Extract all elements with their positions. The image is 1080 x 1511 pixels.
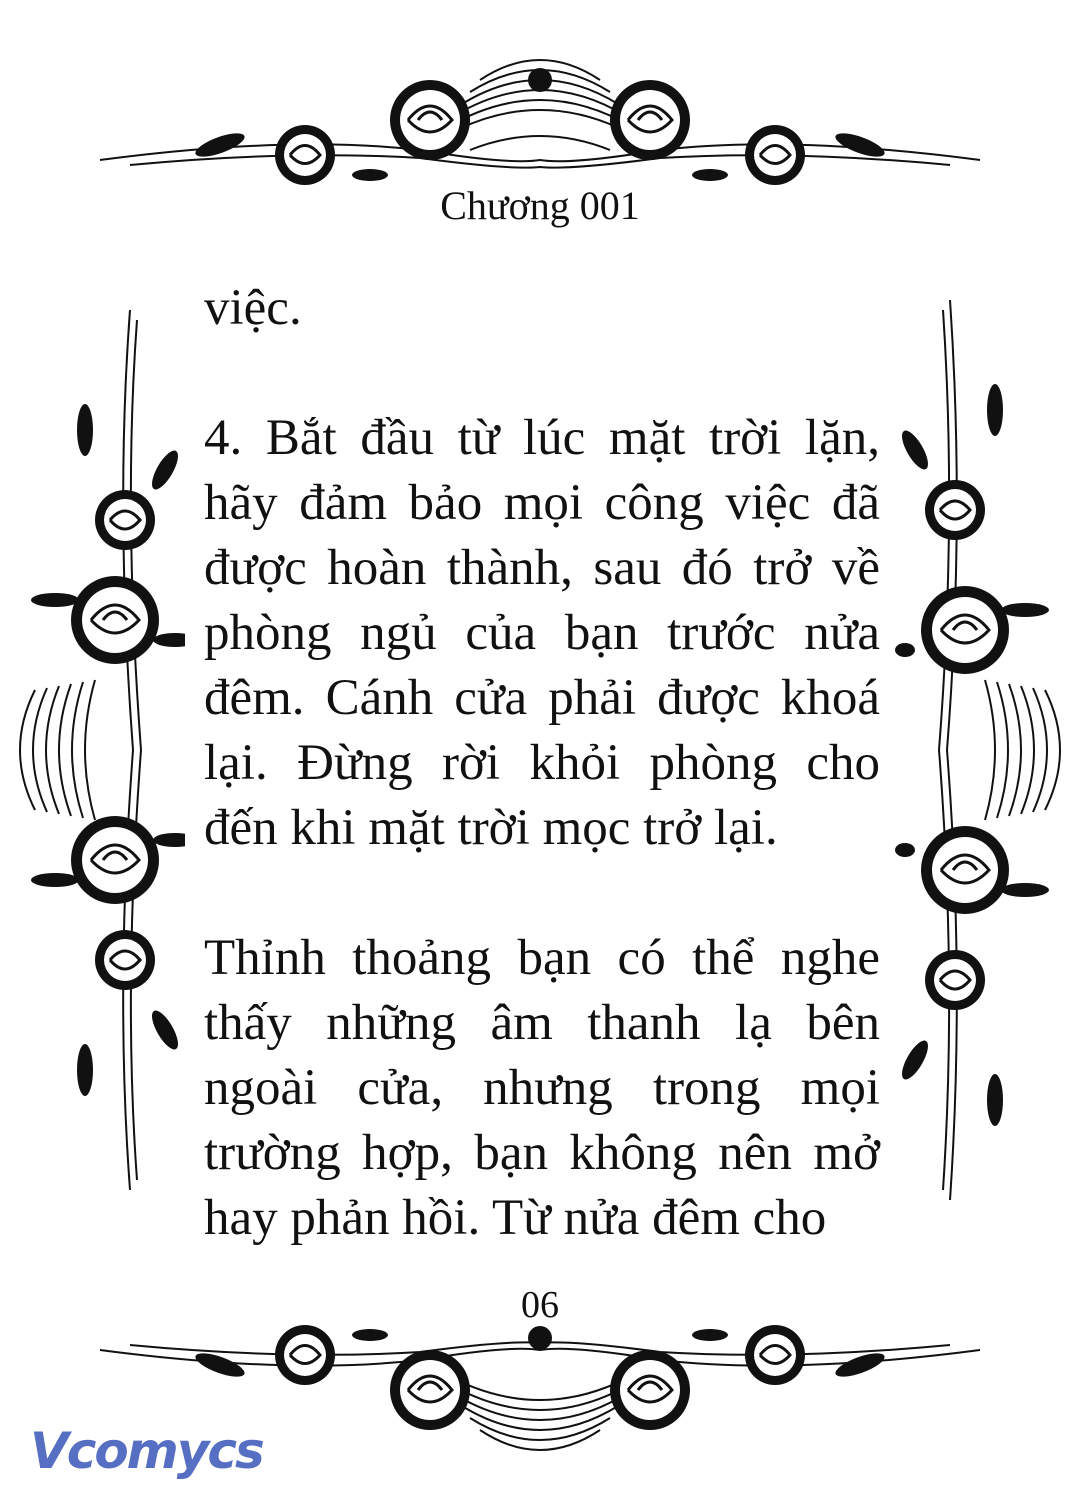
left-rose-border-icon <box>15 310 185 1190</box>
chapter-title: Chương 001 <box>440 183 640 228</box>
paragraph: Thỉnh thoảng bạn có thể nghe thấy những âm thanh lạ bên ngoài cửa, nhưng trong mọi trường hợp, bạn không nên mở hay phản hồi. Từ nửa đêm cho <box>204 930 880 1246</box>
chapter-body <box>204 276 880 1251</box>
paragraph: việc. <box>204 280 302 336</box>
right-rose-border-icon <box>895 300 1065 1200</box>
watermark-logo: Vcomycs <box>30 1422 263 1480</box>
page-number: 06 <box>521 1284 559 1326</box>
paragraph: 4. Bắt đầu từ lúc mặt trời lặn, hãy đảm bảo mọi công việc đã được hoàn thành, sau đó trở về phòng ngủ của bạn trước nửa đêm. Cánh cửa phải được khoá lại. Đừng rời khỏi phòng cho đến khi mặt trời mọc trở lại. <box>204 410 880 856</box>
